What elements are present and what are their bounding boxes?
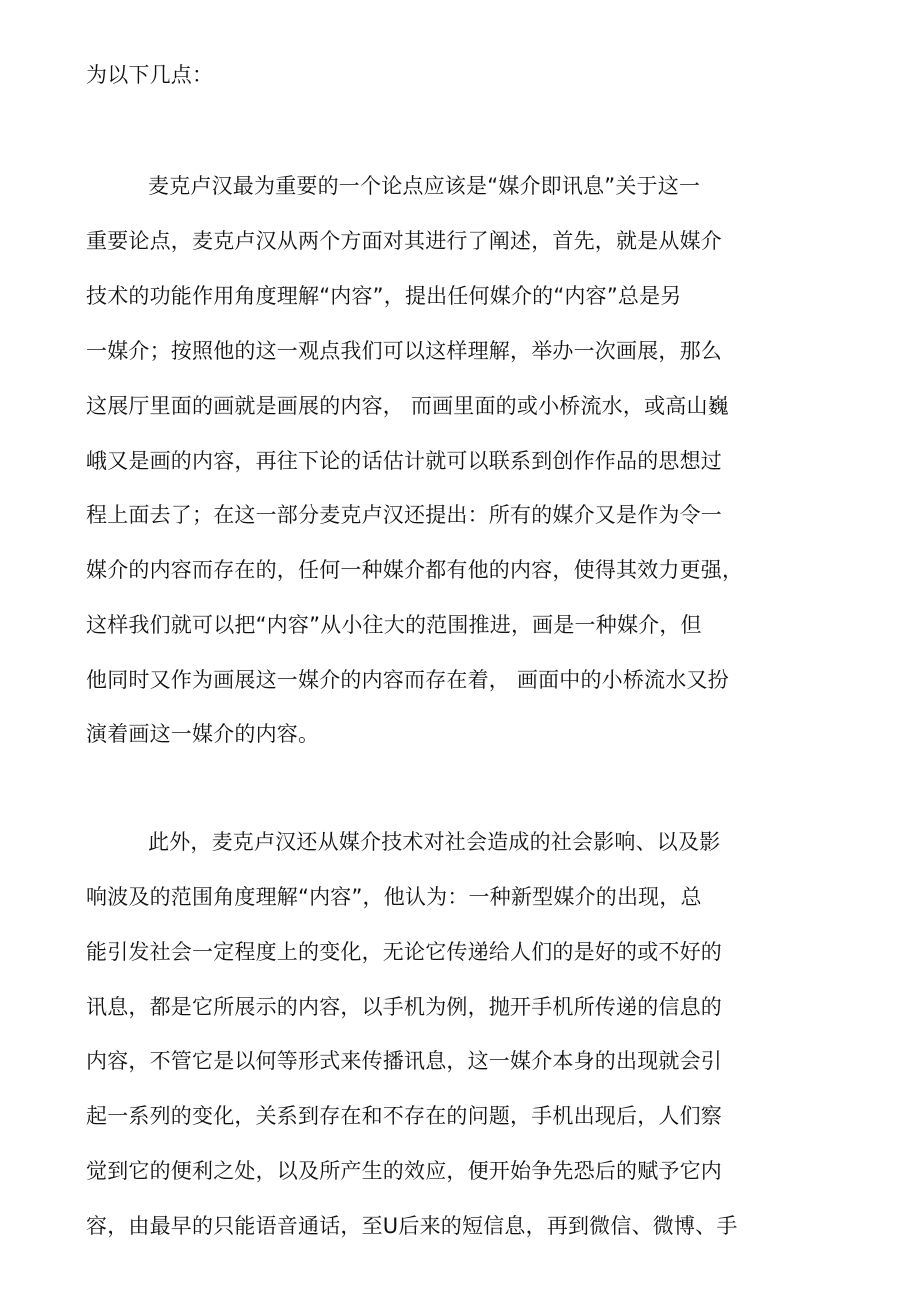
paragraph-line: 起一系列的变化，关系到存在和不存在的问题，手机出现后，人们察 bbox=[86, 1104, 722, 1128]
paragraph-line: 容，由最早的只能语音通话，至U后来的短信息，再到微信、微博、手 bbox=[86, 1214, 738, 1238]
paragraph-line: 重要论点，麦克卢汉从两个方面对其进行了阐述，首先，就是从媒介 bbox=[86, 229, 722, 253]
paragraph-line: 演着画这一媒介的内容。 bbox=[86, 722, 320, 746]
paragraph-line: 麦克卢汉最为重要的一个论点应该是“媒介即讯息”关于这一 bbox=[148, 174, 701, 198]
intro-line: 为以下几点： bbox=[86, 63, 214, 87]
paragraph-line: 程上面去了；在这一部分麦克卢汉还提出：所有的媒介又是作为令一 bbox=[86, 503, 722, 527]
paragraph-line: 媒介的内容而存在的，任何一种媒介都有他的内容，使得其效力更强， bbox=[86, 558, 744, 582]
paragraph-line: 他同时又作为画展这一媒介的内容而存在着， 画面中的小桥流水又扮 bbox=[86, 668, 729, 692]
paragraph-line: 这展厅里面的画就是画展的内容， 而画里面的或小桥流水，或高山巍 bbox=[86, 394, 729, 418]
paragraph-line: 响波及的范围角度理解“内容”，他认为：一种新型媒介的出现，总 bbox=[86, 885, 702, 909]
paragraph-line: 内容，不管它是以何等形式来传播讯息，这一媒介本身的出现就会引 bbox=[86, 1049, 722, 1073]
paragraph-line: 一媒介；按照他的这一观点我们可以这样理解，举办一次画展，那么 bbox=[86, 339, 722, 363]
paragraph-line: 技术的功能作用角度理解“内容”，提出任何媒介的“内容”总是另 bbox=[86, 284, 682, 308]
paragraph-line: 这样我们就可以把“内容”从小往大的范围推进，画是一种媒介，但 bbox=[86, 613, 702, 637]
paragraph-line: 峨又是画的内容，再往下论的话估计就可以联系到创作作品的思想过 bbox=[86, 449, 722, 473]
paragraph-line: 能引发社会一定程度上的变化，无论它传递给人们的是好的或不好的 bbox=[86, 940, 722, 964]
paragraph-line: 此外，麦克卢汉还从媒介技术对社会造成的社会影响、以及影 bbox=[148, 830, 721, 854]
paragraph-line: 讯息，都是它所展示的内容，以手机为例，抛开手机所传递的信息的 bbox=[86, 995, 722, 1019]
paragraph-line: 觉到它的便利之处，以及所产生的效应，便开始争先恐后的赋予它内 bbox=[86, 1159, 722, 1183]
